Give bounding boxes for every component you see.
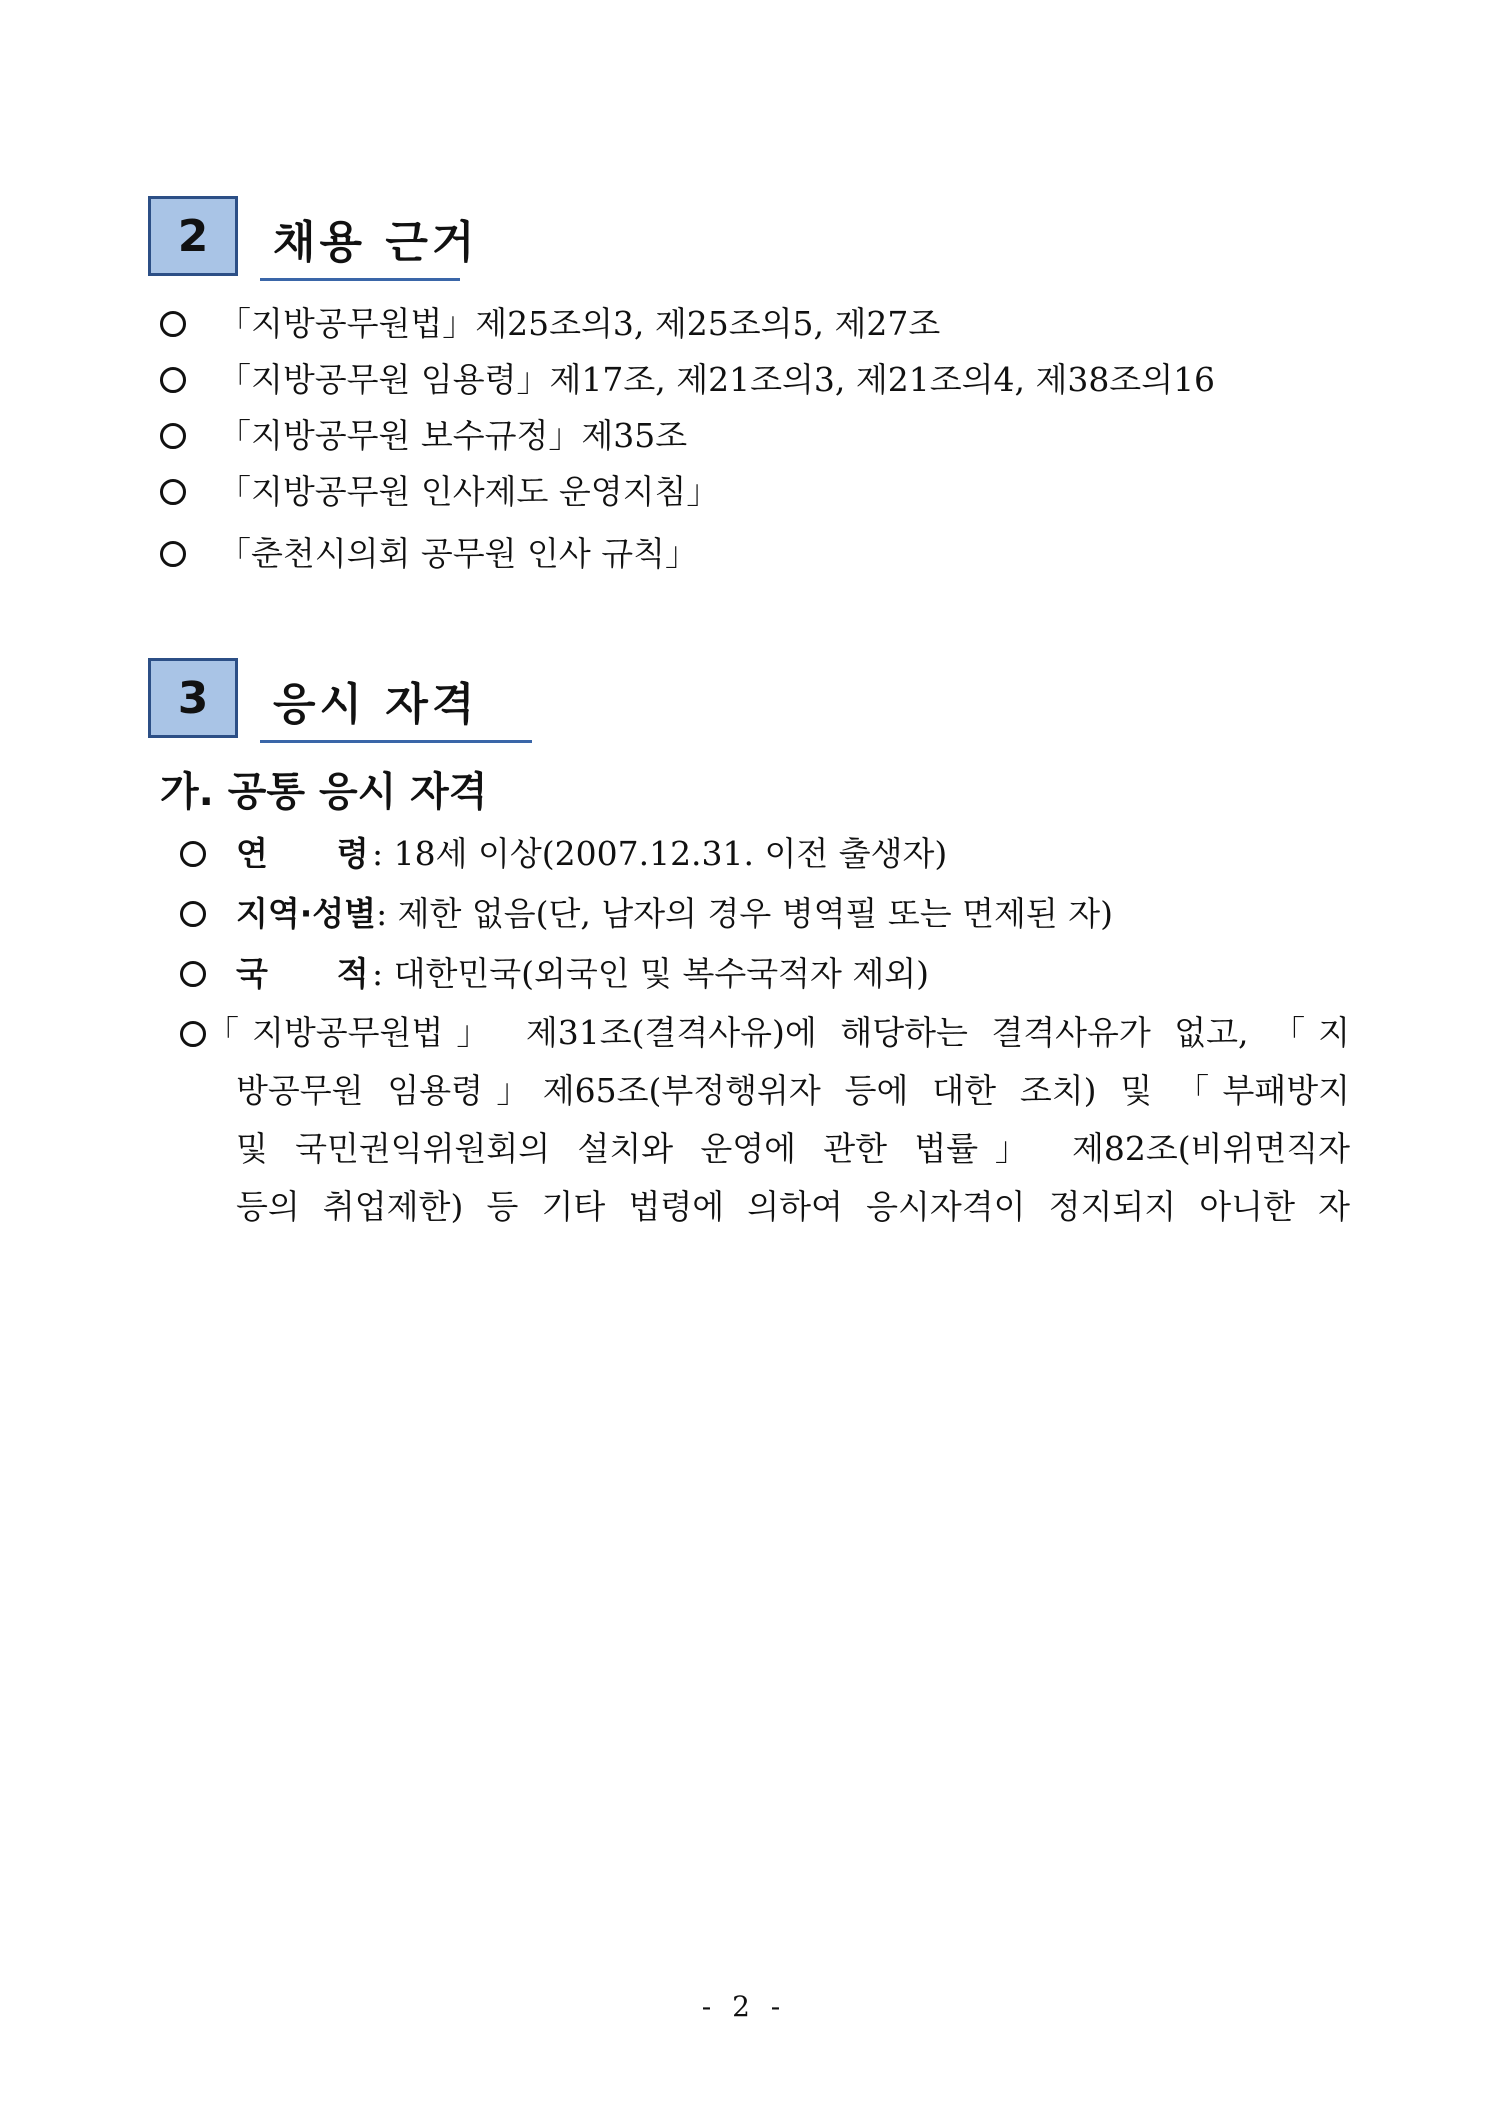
qualification-text-line: 「지방공무원법」 제31조(결격사유)에 해당하는 결격사유가 없고, 「지 [206, 1013, 1350, 1052]
circle-bullet-icon [180, 901, 206, 927]
section-title: 채용 근거 [273, 217, 479, 268]
circle-bullet-icon [180, 841, 206, 867]
subsection-heading: 가. 공통 응시 자격 [160, 769, 488, 815]
list-item [180, 884, 1350, 944]
list-item [180, 944, 1350, 1004]
section-underline [260, 740, 532, 743]
list-item [180, 824, 1350, 884]
qualification-text-line: 방공무원 임용령」제65조(부정행위자 등에 대한 조치) 및 「부패방지 [236, 1071, 1350, 1110]
circle-bullet-icon [180, 1021, 206, 1047]
section-title: 응시 자격 [273, 679, 479, 730]
section-number-box: 3 [148, 658, 238, 738]
list-item: 「춘천시의회 공무원 인사 규칙」 [160, 526, 1215, 582]
qualification-label: 국 적 [236, 954, 369, 993]
qualification-text: : 대한민국(외국인 및 복수국적자 제외) [372, 954, 929, 993]
circle-bullet-icon [160, 479, 186, 505]
qualification-label: 지역·성별 [236, 894, 377, 933]
page-number: - 2 - [701, 1990, 787, 2023]
qualification-text: : 18세 이상(2007.12.31. 이전 출생자) [372, 834, 948, 873]
section-3-heading [148, 658, 548, 744]
qualification-label: 연 령 [236, 834, 369, 873]
employment-basis-list [160, 296, 1215, 582]
circle-bullet-icon [160, 367, 186, 393]
circle-bullet-icon [160, 311, 186, 337]
circle-bullet-icon [180, 961, 206, 987]
circle-bullet-icon [160, 423, 186, 449]
section-2-heading [148, 196, 548, 282]
qualification-text: : 제한 없음(단, 남자의 경우 병역필 또는 면제된 자) [376, 894, 1114, 933]
section-underline [260, 278, 460, 281]
qualification-list [180, 824, 1350, 1236]
section-number-box: 2 [148, 196, 238, 276]
list-item: 「지방공무원 보수규정」제35조 [160, 408, 1215, 464]
list-item: 「지방공무원법」제25조의3, 제25조의5, 제27조 [160, 296, 1215, 352]
qualification-text-line: 등의 취업제한) 등 기타 법령에 의하여 응시자격이 정지되지 아니한 자 [236, 1187, 1350, 1226]
list-item [180, 1004, 1350, 1236]
qualification-text-line: 및 국민권익위원회의 설치와 운영에 관한 법률」 제82조(비위면직자 [236, 1129, 1350, 1168]
list-item: 「지방공무원 인사제도 운영지침」 [160, 464, 1215, 520]
circle-bullet-icon [160, 541, 186, 567]
list-item: 「지방공무원 임용령」제17조, 제21조의3, 제21조의4, 제38조의16 [160, 352, 1215, 408]
